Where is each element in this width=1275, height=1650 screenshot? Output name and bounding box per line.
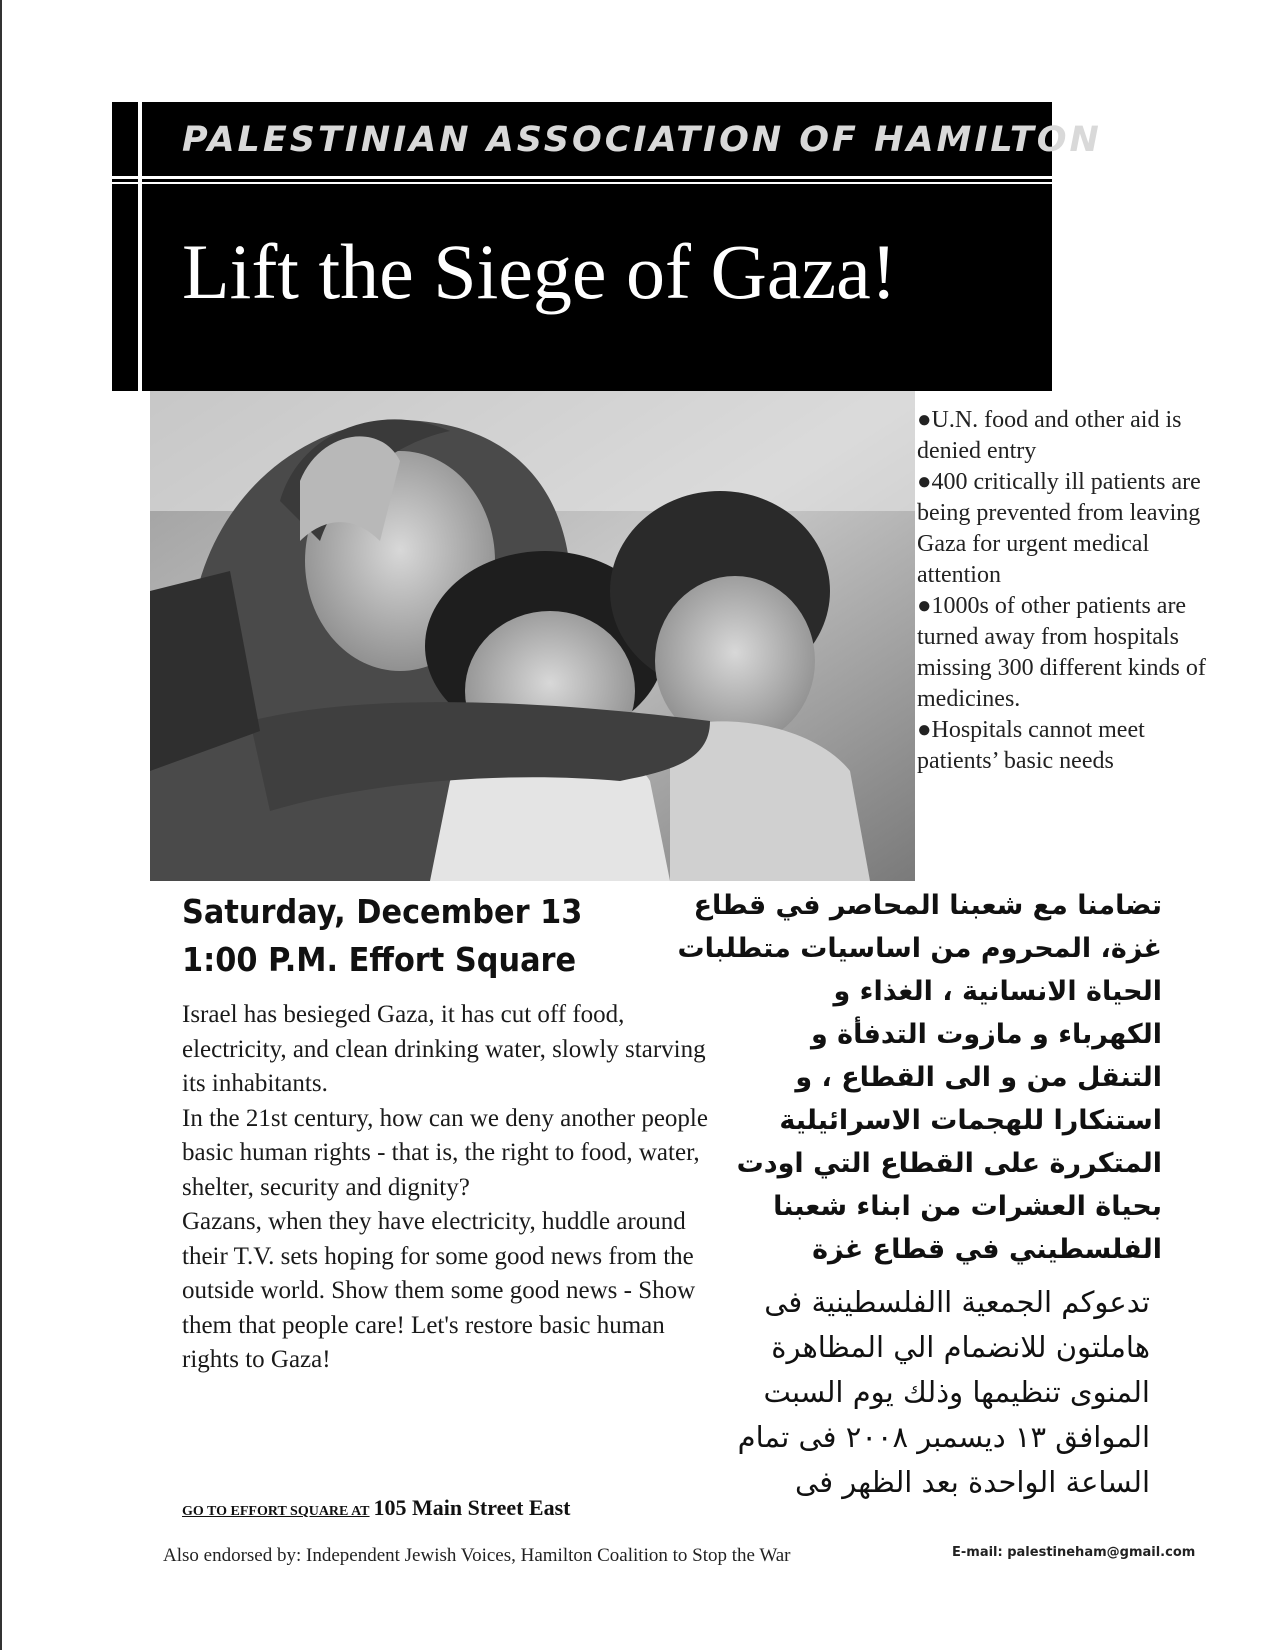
- header-vertical-rule: [138, 102, 142, 391]
- body-paragraph: Gazans, when they have electricity, huddle around their T.V. sets hoping for some good news from the outside world. Show them some good news - Show them that people care! Let's restore basic human rights to Gaza!: [182, 1208, 696, 1373]
- arabic-line: المنوى تنظيمها وذلك يوم السبت: [763, 1375, 1150, 1409]
- bullet-item: ●400 critically ill patients are being prevented from leaving Gaza for urgent medical attention: [917, 469, 1201, 588]
- bullet-item: ●U.N. food and other aid is denied entry: [917, 407, 1182, 464]
- page-edge: [0, 0, 2, 1650]
- arabic-line: الفلسطيني في قطاع غزة: [812, 1234, 1162, 1265]
- arabic-line: الموافق ١٣ ديسمبر ٢٠٠٨ فى تمام: [737, 1420, 1150, 1454]
- contact-email[interactable]: E-mail: palestineham@gmail.com: [952, 1545, 1196, 1560]
- arabic-line: الساعة الواحدة بعد الظهر فى: [795, 1465, 1150, 1499]
- directions: [182, 1495, 571, 1521]
- header-rule-2: [112, 182, 1052, 184]
- header-banner: [112, 102, 1102, 391]
- bullet-item: ●Hospitals cannot meet patients’ basic needs: [917, 717, 1145, 774]
- directions-label: GO TO EFFORT SQUARE AT: [182, 1504, 370, 1519]
- fact-bullets: [917, 405, 1217, 777]
- arabic-line: تدعوكم الجمعية االفلسطينية فى: [764, 1285, 1150, 1319]
- event-time-place: 1:00 P.M. Effort Square: [182, 940, 577, 979]
- arabic-line: الكهرباء و مازوت التدفأة و: [810, 1019, 1162, 1050]
- arabic-line: استنكارا للهجمات الاسرائيلية: [779, 1105, 1162, 1136]
- event-details: [182, 888, 660, 984]
- arabic-line: تضامنا مع شعبنا المحاصر في قطاع: [693, 890, 1162, 921]
- header-rule-1: [112, 176, 1052, 179]
- arabic-line: بحياة العشرات من ابناء شعبنا: [773, 1191, 1162, 1222]
- bullet-item: ●1000s of other patients are turned away from hospitals missing 300 different kinds of medicines.: [917, 593, 1206, 712]
- endorsements: Also endorsed by: Independent Jewish Voices, Hamilton Coalition to Stop the War: [163, 1545, 791, 1566]
- arabic-line: غزة، المحروم من اساسيات متطلبات: [677, 933, 1162, 964]
- arabic-solidarity-text: [677, 884, 1162, 1271]
- arabic-line: هاملتون للانضمام الي المظاهرة: [771, 1330, 1150, 1364]
- directions-address: 105 Main Street East: [373, 1495, 571, 1520]
- organization-name: PALESTINIAN ASSOCIATION OF HAMILTON: [182, 120, 1102, 160]
- headline: Lift the Siege of Gaza!: [182, 228, 897, 315]
- body-paragraph: In the 21st century, how can we deny another people basic human rights - that is, the right to food, water, shelter, security and dignity?: [182, 1104, 708, 1201]
- event-date: Saturday, December 13: [182, 892, 583, 931]
- arabic-line: الحياة الانسانية ، الغذاء و: [833, 976, 1162, 1007]
- arabic-invitation-text: [710, 1280, 1150, 1505]
- photo-illustration: [150, 391, 915, 881]
- photo-children-embracing: [150, 391, 915, 881]
- arabic-line: التنقل من و الى القطاع ، و: [795, 1062, 1162, 1093]
- body-text: [182, 998, 712, 1378]
- body-paragraph: Israel has besieged Gaza, it has cut off food, electricity, and clean drinking water, slowly starving its inhabitants.: [182, 1001, 706, 1097]
- arabic-line: المتكررة على القطاع التي اودت: [736, 1148, 1162, 1179]
